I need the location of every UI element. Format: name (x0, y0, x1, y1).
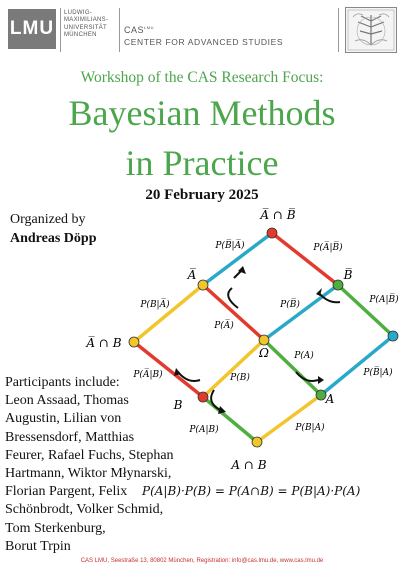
header-divider-1 (60, 8, 61, 52)
cas-name (124, 25, 283, 47)
edge-top-to-bbar (272, 233, 338, 285)
edge-label-p-bbar: P(B̅) (280, 300, 300, 310)
participant-line-4: Feurer, Rafael Fuchs, Stephan (5, 447, 174, 463)
node-label-abarb: A̅ ∩ B (86, 336, 122, 350)
edge-omega-to-a (264, 340, 321, 395)
university-line-3: UNIVERSITÄT (64, 24, 107, 31)
arrowhead-bottom (218, 406, 226, 414)
edge-abar-to-abarb (134, 285, 203, 342)
lmu-logo-text: LMU (9, 18, 55, 39)
node-b (198, 392, 208, 402)
header (0, 0, 404, 60)
lmu-logo (8, 9, 56, 49)
participant-line-7: Schönbrodt, Volker Schmid, (5, 502, 164, 518)
arrowhead-lower-right (318, 376, 324, 384)
participant-line-1: Leon Assaad, Thomas (5, 393, 129, 409)
title-line-1: Bayesian Methods (68, 93, 336, 133)
edge-right-to-a (321, 336, 393, 395)
node-label-omega: Ω (259, 346, 269, 360)
node-label-top: A̅ ∩ B̅ (260, 208, 296, 222)
edge-a-to-bottom (257, 395, 321, 442)
node-label-bottom: A ∩ B (231, 458, 267, 472)
edge-bbar-to-right (338, 285, 393, 336)
edge-label-p-a-given-b: P(A|B) (189, 425, 219, 435)
university-line-2: MAXIMILIANS- (64, 17, 109, 24)
edge-label-p-bbar-given-abar-top: P(B̅|A̅) (215, 241, 245, 251)
node-label-b: B (173, 398, 183, 412)
header-divider-2 (119, 8, 120, 52)
node-label-a: A (325, 392, 335, 406)
node-top (267, 228, 277, 238)
cas-label: CAS (124, 25, 145, 35)
cas-seal-icon (345, 7, 397, 53)
edge-label-p-a: P(A) (294, 351, 314, 361)
participant-line-8: Tom Sterkenburg, (5, 520, 106, 536)
edge-omega-to-b (203, 340, 264, 397)
cas-full-name: CENTER FOR ADVANCED STUDIES (124, 37, 284, 47)
university-line-4: MÜNCHEN (64, 32, 97, 39)
node-bottom (252, 437, 262, 447)
participants-block (5, 374, 174, 556)
participant-line-5: Hartmann, Wiktor Młynarski, (5, 466, 172, 482)
edge-label-p-b-given-abar: P(B|A̅) (140, 300, 170, 310)
workshop-subtitle: Workshop of the CAS Research Focus: (80, 69, 324, 86)
edge-abar-to-omega (203, 285, 264, 340)
title-line-2: in Practice (125, 143, 279, 183)
node-label-abar: A̅ (187, 268, 197, 282)
edge-label-p-abar: P(A̅) (214, 321, 234, 331)
node-omega (259, 335, 269, 345)
participant-line-6: Florian Pargent, Felix (5, 484, 128, 500)
participant-line-9: Borut Trpin (5, 538, 71, 554)
participants-label: Participants include: (5, 375, 120, 390)
edge-b-to-bottom (203, 397, 257, 442)
edge-label-p-abar-given-bbar: P(A̅|B̅) (313, 243, 343, 253)
footer-contact: CAS LMU, Seestraße 13, 80802 München, Registration: info@cas.lmu.de, www.cas.lmu.de (80, 558, 324, 564)
university-name (64, 10, 108, 40)
edge-label-p-abar-given-b: P(A̅|B) (133, 370, 163, 380)
node-right (388, 331, 398, 341)
event-date: 20 February 2025 (145, 187, 259, 203)
curved-arrow-upper-left (228, 288, 238, 308)
university-line-1: LUDWIG- (64, 10, 93, 16)
edge-label-p-a-given-bbar: P(A|B̅) (369, 295, 399, 305)
node-abar (198, 280, 208, 290)
header-divider-3 (338, 8, 339, 52)
edge-label-p-bbar-given-a: P(B̅|A) (363, 368, 393, 378)
node-a (316, 390, 326, 400)
organizer-name: Andreas Döpp (10, 231, 97, 246)
bayes-formula: P(A|B)·P(B) = P(A∩B) = P(B|A)·P(A) (142, 484, 361, 498)
participant-line-2: Augustin, Lilian von (5, 411, 122, 427)
node-bbar (333, 280, 343, 290)
edge-label-p-b: P(B) (230, 373, 250, 383)
cas-superscript: LMU (144, 25, 154, 30)
organizer-label: Organized by (10, 212, 86, 227)
edge-bbar-to-omega (264, 285, 338, 340)
edge-label-p-b-given-a: P(B|A) (295, 423, 325, 433)
node-label-bbar: B̅ (343, 268, 353, 282)
node-abarb (129, 337, 139, 347)
participant-line-3: Bressensdorf, Matthias (5, 429, 135, 445)
